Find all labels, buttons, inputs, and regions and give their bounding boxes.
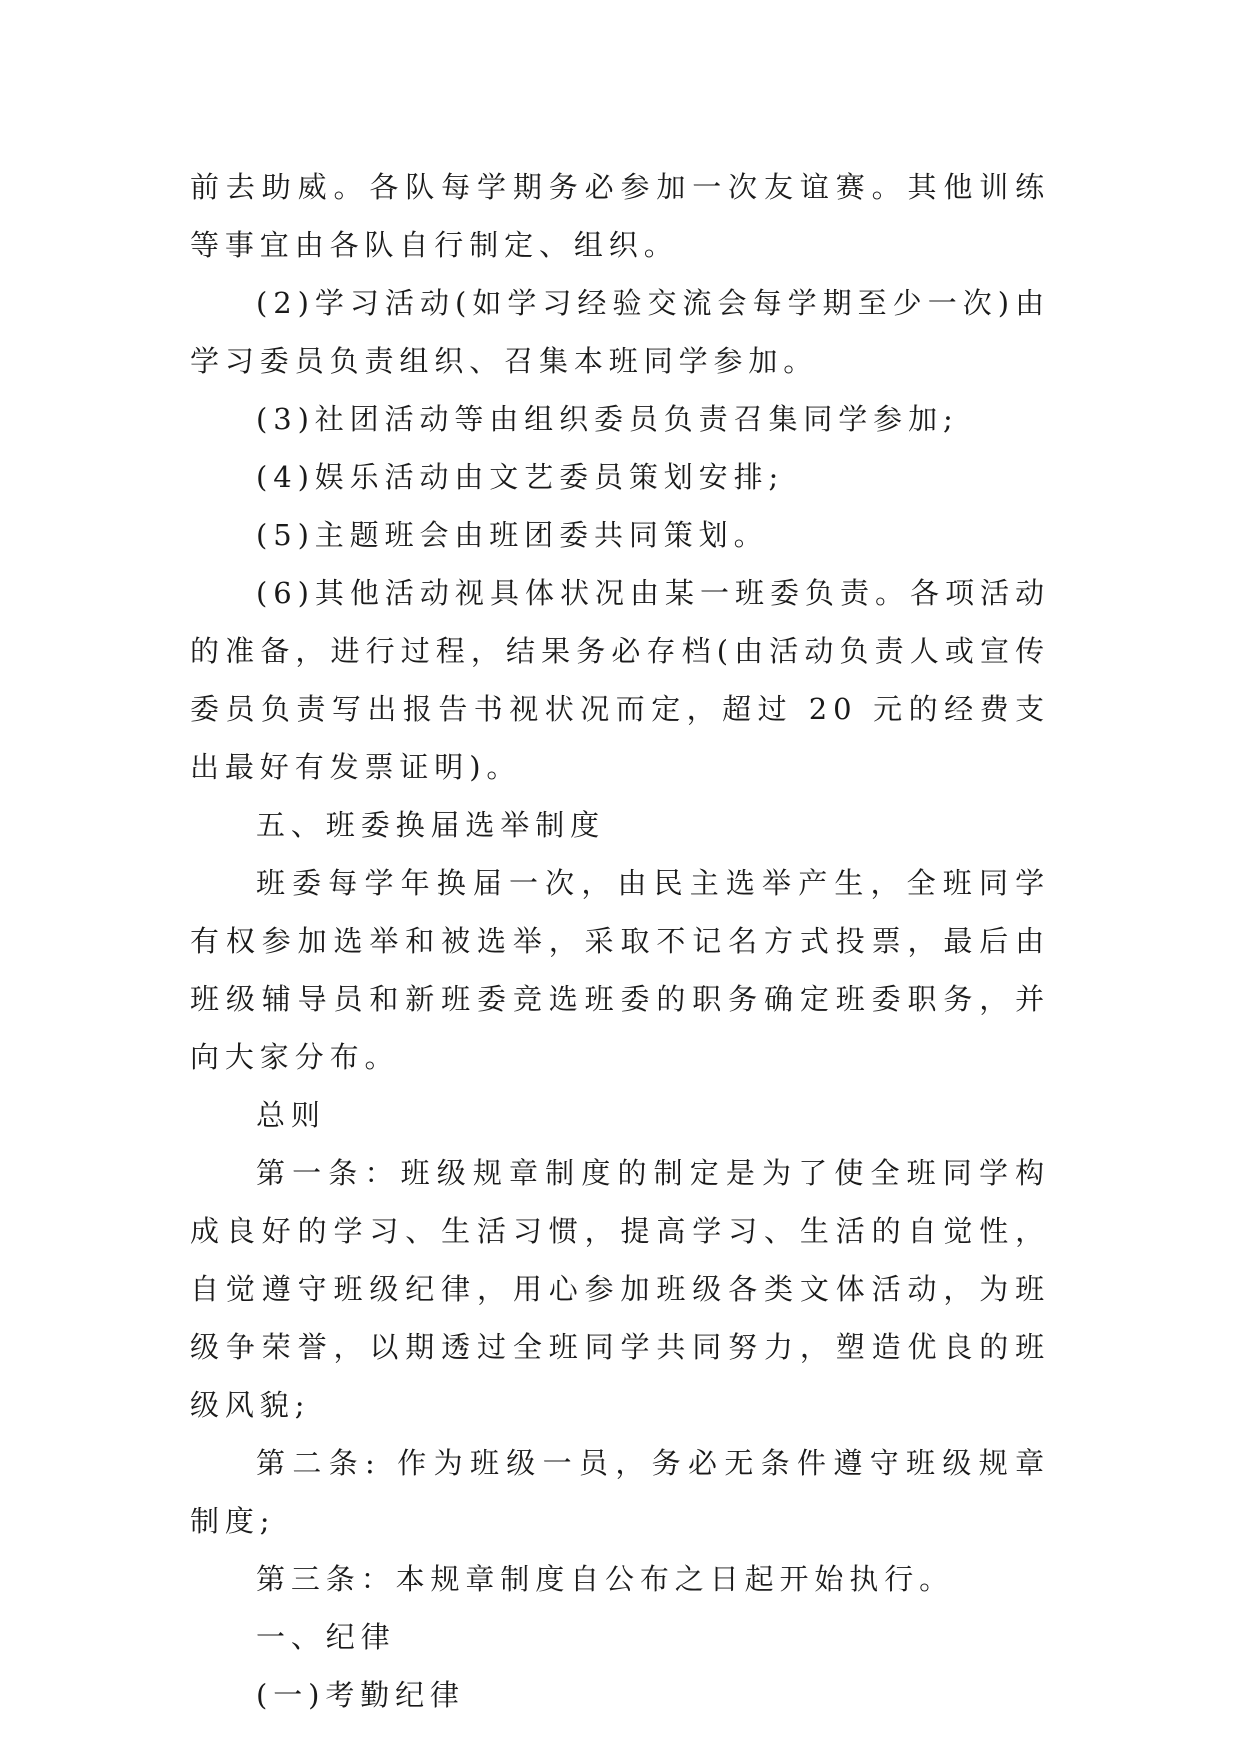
paragraph: 第二条: 作为班级一员，务必无条件遵守班级规章制度; bbox=[190, 1446, 1050, 1538]
section-heading: 总则 bbox=[256, 1098, 326, 1132]
paragraph: (3)社团活动等由组织委员负责召集同学参加; bbox=[256, 402, 959, 436]
paragraph: 班委每学年换届一次，由民主选举产生，全班同学有权参加选举和被选举，采取不记名方式投票，最后由班级辅导员和新班委竞选班委的职务确定班委职务，并向大家分布。 bbox=[190, 866, 1050, 1074]
document-body bbox=[190, 158, 1050, 1724]
paragraph: 第一条：班级规章制度的制定是为了使全班同学构成良好的学习、生活习惯，提高学习、生活的自觉性，自觉遵守班级纪律，用心参加班级各类文体活动，为班级争荣誉，以期透过全班同学共同努力，塑造优良的班级风貌; bbox=[190, 1156, 1050, 1422]
paragraph: (6)其他活动视具体状况由某一班委负责。各项活动的准备，进行过程，结果务必存档(由活动负责人或宣传委员负责写出报告书视状况而定，超过 20 元的经费支出最好有发票证明)。 bbox=[190, 576, 1050, 784]
paragraph: (4)娱乐活动由文艺委员策划安排; bbox=[256, 460, 785, 494]
paragraph: 前去助威。各队每学期务必参加一次友谊赛。其他训练等事宜由各队自行制定、组织。 bbox=[190, 170, 1050, 262]
paragraph: (5)主题班会由班团委共同策划。 bbox=[256, 518, 769, 552]
section-heading: 一、纪律 bbox=[256, 1620, 396, 1654]
section-heading: 五、班委换届选举制度 bbox=[256, 808, 606, 842]
paragraph: (2)学习活动(如学习经验交流会每学期至少一次)由学习委员负责组织、召集本班同学参加。 bbox=[190, 286, 1050, 378]
paragraph: 第三条：本规章制度自公布之日起开始执行。 bbox=[256, 1562, 955, 1596]
subsection-heading: (一)考勤纪律 bbox=[256, 1678, 465, 1712]
